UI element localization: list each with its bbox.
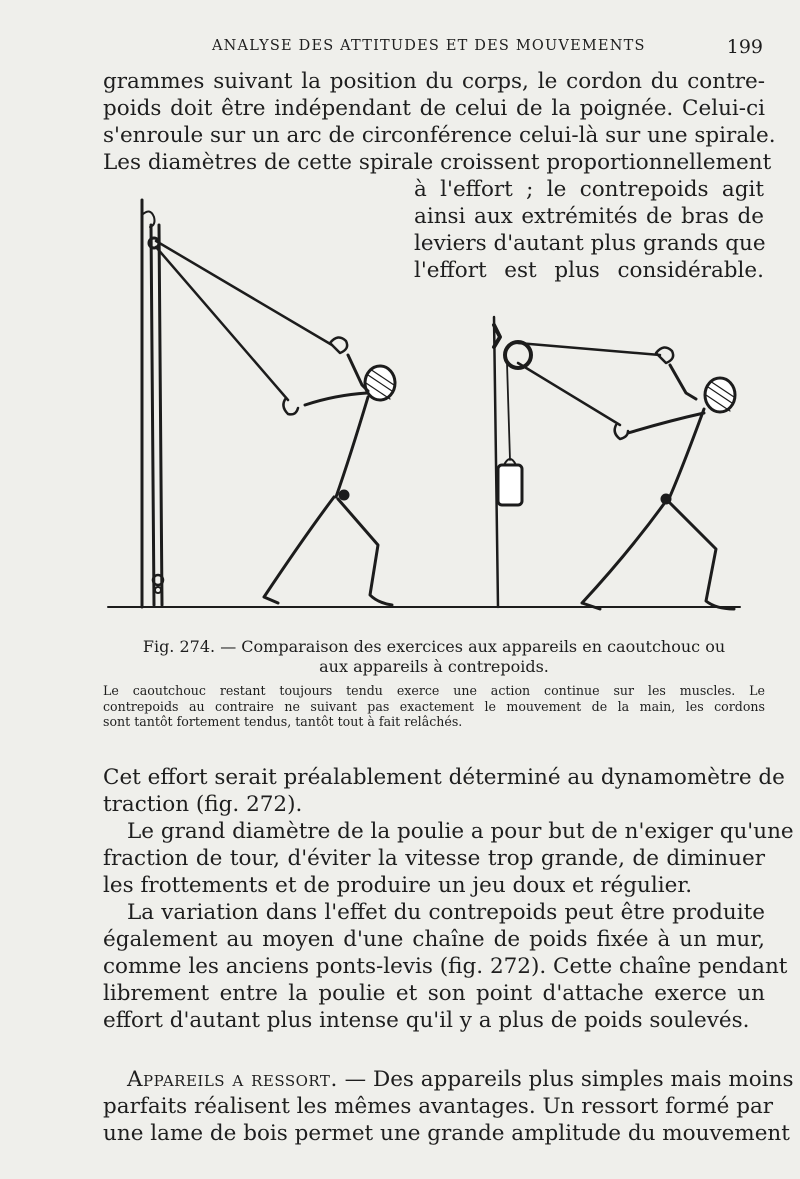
text-line: fraction de tour, d'éviter la vitesse trop grande, de diminuer bbox=[103, 846, 765, 871]
caption-line: aux appareils à contrepoids. bbox=[319, 657, 549, 676]
running-title: ANALYSE DES ATTITUDES ET DES MOUVEMENTS bbox=[212, 38, 646, 54]
intro-paragraph bbox=[103, 68, 776, 176]
rubber-apparatus bbox=[142, 200, 347, 607]
text-line: librement entre la poulie et son point d'attache exerce un bbox=[103, 981, 765, 1006]
caption-line: Fig. 274. — Comparaison des exercices aux appareils en caoutchouc ou bbox=[142, 637, 726, 656]
note-line: contrepoids au contraire ne suivant pas exactement le mouvement de la main, les cordons bbox=[103, 698, 765, 714]
note-line: Le caoutchouc restant toujours tendu exerce une action continue sur les muscles. Le bbox=[103, 683, 765, 698]
page-number: 199 bbox=[726, 36, 763, 58]
text-line bbox=[103, 1066, 794, 1093]
text-line: traction (fig. 272). bbox=[103, 792, 303, 817]
page-header bbox=[100, 36, 765, 60]
figure-illustration bbox=[100, 195, 765, 615]
section-heading-rest: — Des appareils plus simples mais moins bbox=[337, 1067, 794, 1092]
text-line: Cet effort serait préalablement déterminé au dynamomètre de bbox=[103, 765, 785, 790]
left-athlete bbox=[264, 355, 395, 605]
text-line: leviers d'autant plus grands que bbox=[414, 231, 766, 256]
figure-274 bbox=[100, 195, 765, 615]
text-line: effort d'autant plus intense qu'il y a plus de poids soulevés. bbox=[103, 1008, 750, 1033]
text-line: Les diamètres de cette spirale croissent proportionnellement bbox=[103, 150, 772, 175]
text-line: également au moyen d'une chaîne de poids fixée à un mur, bbox=[103, 927, 765, 952]
text-line: comme les anciens ponts-levis (fig. 272). Cette chaîne pendant bbox=[103, 954, 788, 979]
text-line: grammes suivant la position du corps, le cordon du contre- bbox=[103, 69, 765, 94]
note-line: sont tantôt fortement tendus, tantôt tout à fait relâchés. bbox=[103, 714, 463, 729]
text-line: La variation dans l'effet du contrepoids peut être produite bbox=[127, 900, 765, 925]
text-line: une lame de bois permet une grande amplitude du mouvement bbox=[103, 1121, 790, 1146]
text-line: Le grand diamètre de la poulie a pour but de n'exiger qu'une bbox=[127, 819, 794, 844]
text-line: parfaits réalisent les mêmes avantages. Un ressort formé par bbox=[103, 1094, 774, 1119]
section-heading: Appareils a ressort. bbox=[127, 1067, 338, 1092]
text-line: les frottements et de produire un jeu doux et régulier. bbox=[103, 873, 693, 898]
figure-caption bbox=[103, 637, 765, 677]
text-line: s'enroule sur un arc de circonférence celui-là sur une spirale. bbox=[103, 123, 776, 148]
body-paragraphs bbox=[103, 764, 794, 1034]
figure-note bbox=[103, 683, 765, 730]
text-line: ainsi aux extrémités de bras de bbox=[414, 204, 764, 229]
counterweight-apparatus bbox=[494, 317, 673, 607]
right-athlete bbox=[582, 365, 735, 609]
text-line: à l'effort ; le contrepoids agit bbox=[414, 177, 764, 202]
text-line: poids doit être indépendant de celui de la poignée. Celui-ci bbox=[103, 96, 765, 121]
text-line: l'effort est plus considérable. bbox=[414, 258, 764, 283]
section-appareils-a-ressort bbox=[103, 1066, 794, 1147]
